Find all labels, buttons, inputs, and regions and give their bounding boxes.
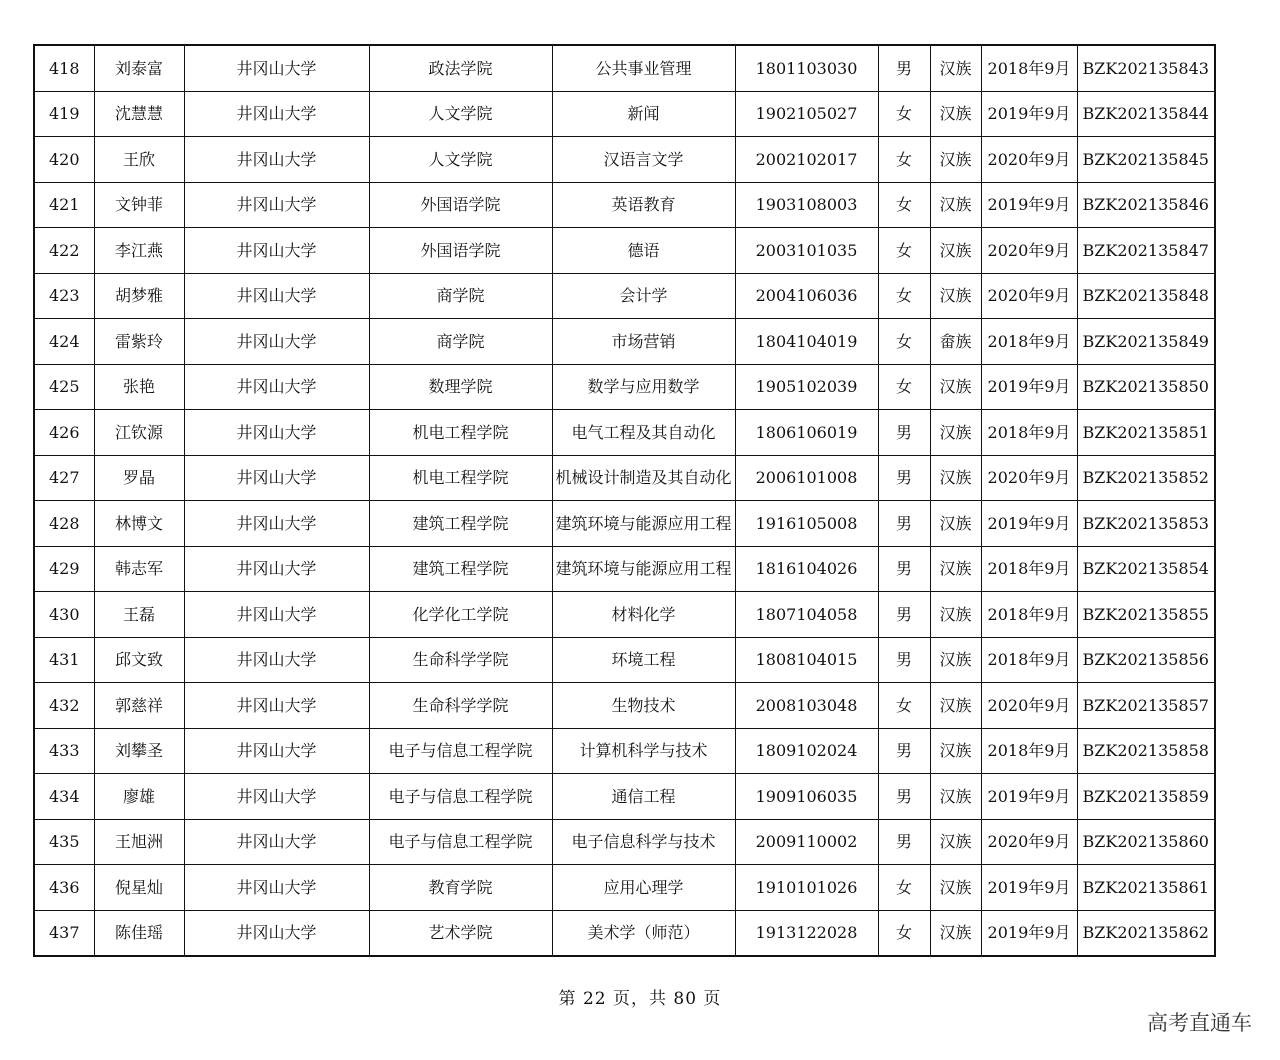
enrollment-date-cell: 2019年9月 <box>981 501 1077 547</box>
gender-cell: 女 <box>878 364 930 410</box>
ethnicity-cell: 汉族 <box>930 137 981 183</box>
student-name-cell: 张艳 <box>94 364 184 410</box>
ethnicity-cell: 汉族 <box>930 637 981 683</box>
gender-cell: 男 <box>878 45 930 91</box>
ethnicity-cell: 汉族 <box>930 501 981 547</box>
ethnicity-cell: 汉族 <box>930 592 981 638</box>
ethnicity-cell: 汉族 <box>930 455 981 501</box>
college-cell: 化学化工学院 <box>369 592 552 638</box>
major-cell: 生物技术 <box>552 683 735 729</box>
enrollment-date-cell: 2018年9月 <box>981 637 1077 683</box>
university-cell: 井冈山大学 <box>184 137 369 183</box>
table-row <box>34 683 1215 729</box>
ethnicity-cell: 汉族 <box>930 865 981 911</box>
college-cell: 电子与信息工程学院 <box>369 819 552 865</box>
university-cell: 井冈山大学 <box>184 546 369 592</box>
major-cell: 环境工程 <box>552 637 735 683</box>
major-cell: 市场营销 <box>552 319 735 365</box>
university-cell: 井冈山大学 <box>184 182 369 228</box>
major-cell: 会计学 <box>552 273 735 319</box>
college-cell: 生命科学学院 <box>369 683 552 729</box>
university-cell: 井冈山大学 <box>184 865 369 911</box>
gender-cell: 女 <box>878 319 930 365</box>
certificate-number-cell: BZK202135858 <box>1077 728 1215 774</box>
student-name-cell: 郭慈祥 <box>94 683 184 729</box>
student-name-cell: 李江燕 <box>94 228 184 274</box>
college-cell: 商学院 <box>369 273 552 319</box>
ethnicity-cell: 汉族 <box>930 546 981 592</box>
row-number-cell: 424 <box>34 319 94 365</box>
major-cell: 计算机科学与技术 <box>552 728 735 774</box>
student-name-cell: 雷紫玲 <box>94 319 184 365</box>
ethnicity-cell: 汉族 <box>930 728 981 774</box>
table-row <box>34 137 1215 183</box>
table-row <box>34 910 1215 956</box>
university-cell: 井冈山大学 <box>184 637 369 683</box>
university-cell: 井冈山大学 <box>184 774 369 820</box>
student-id-cell: 1807104058 <box>735 592 878 638</box>
row-number-cell: 422 <box>34 228 94 274</box>
university-cell: 井冈山大学 <box>184 228 369 274</box>
gender-cell: 男 <box>878 592 930 638</box>
enrollment-date-cell: 2018年9月 <box>981 592 1077 638</box>
college-cell: 人文学院 <box>369 137 552 183</box>
college-cell: 外国语学院 <box>369 228 552 274</box>
student-id-cell: 2003101035 <box>735 228 878 274</box>
student-name-cell: 韩志军 <box>94 546 184 592</box>
gender-cell: 女 <box>878 228 930 274</box>
student-id-cell: 1910101026 <box>735 865 878 911</box>
certificate-number-cell: BZK202135854 <box>1077 546 1215 592</box>
row-number-cell: 421 <box>34 182 94 228</box>
college-cell: 机电工程学院 <box>369 410 552 456</box>
student-name-cell: 王欣 <box>94 137 184 183</box>
row-number-cell: 435 <box>34 819 94 865</box>
college-cell: 建筑工程学院 <box>369 501 552 547</box>
college-cell: 建筑工程学院 <box>369 546 552 592</box>
university-cell: 井冈山大学 <box>184 91 369 137</box>
ethnicity-cell: 汉族 <box>930 228 981 274</box>
enrollment-date-cell: 2018年9月 <box>981 728 1077 774</box>
university-cell: 井冈山大学 <box>184 592 369 638</box>
certificate-number-cell: BZK202135861 <box>1077 865 1215 911</box>
gender-cell: 女 <box>878 182 930 228</box>
row-number-cell: 427 <box>34 455 94 501</box>
student-id-cell: 1801103030 <box>735 45 878 91</box>
ethnicity-cell: 汉族 <box>930 182 981 228</box>
gender-cell: 女 <box>878 137 930 183</box>
ethnicity-cell: 汉族 <box>930 364 981 410</box>
college-cell: 商学院 <box>369 319 552 365</box>
major-cell: 应用心理学 <box>552 865 735 911</box>
student-name-cell: 廖雄 <box>94 774 184 820</box>
ethnicity-cell: 汉族 <box>930 819 981 865</box>
student-id-cell: 1808104015 <box>735 637 878 683</box>
student-id-cell: 1905102039 <box>735 364 878 410</box>
college-cell: 政法学院 <box>369 45 552 91</box>
major-cell: 新闻 <box>552 91 735 137</box>
ethnicity-cell: 汉族 <box>930 774 981 820</box>
row-number-cell: 432 <box>34 683 94 729</box>
student-id-cell: 1806106019 <box>735 410 878 456</box>
gender-cell: 男 <box>878 728 930 774</box>
enrollment-date-cell: 2018年9月 <box>981 410 1077 456</box>
table-row <box>34 774 1215 820</box>
student-name-cell: 刘攀圣 <box>94 728 184 774</box>
university-cell: 井冈山大学 <box>184 45 369 91</box>
row-number-cell: 429 <box>34 546 94 592</box>
certificate-number-cell: BZK202135850 <box>1077 364 1215 410</box>
gender-cell: 男 <box>878 774 930 820</box>
college-cell: 机电工程学院 <box>369 455 552 501</box>
gender-cell: 男 <box>878 455 930 501</box>
table-row <box>34 819 1215 865</box>
row-number-cell: 420 <box>34 137 94 183</box>
college-cell: 生命科学学院 <box>369 637 552 683</box>
student-name-cell: 王旭洲 <box>94 819 184 865</box>
student-name-cell: 罗晶 <box>94 455 184 501</box>
student-name-cell: 刘泰富 <box>94 45 184 91</box>
enrollment-date-cell: 2019年9月 <box>981 182 1077 228</box>
gender-cell: 男 <box>878 819 930 865</box>
certificate-number-cell: BZK202135860 <box>1077 819 1215 865</box>
college-cell: 教育学院 <box>369 865 552 911</box>
student-id-cell: 2002102017 <box>735 137 878 183</box>
certificate-number-cell: BZK202135859 <box>1077 774 1215 820</box>
gender-cell: 男 <box>878 546 930 592</box>
student-id-cell: 1809102024 <box>735 728 878 774</box>
row-number-cell: 437 <box>34 910 94 956</box>
row-number-cell: 428 <box>34 501 94 547</box>
major-cell: 德语 <box>552 228 735 274</box>
student-id-cell: 2009110002 <box>735 819 878 865</box>
student-name-cell: 邱文致 <box>94 637 184 683</box>
row-number-cell: 430 <box>34 592 94 638</box>
student-name-cell: 胡梦雅 <box>94 273 184 319</box>
student-name-cell: 倪星灿 <box>94 865 184 911</box>
gender-cell: 男 <box>878 410 930 456</box>
university-cell: 井冈山大学 <box>184 410 369 456</box>
student-id-cell: 2004106036 <box>735 273 878 319</box>
ethnicity-cell: 汉族 <box>930 45 981 91</box>
student-id-cell: 1916105008 <box>735 501 878 547</box>
row-number-cell: 426 <box>34 410 94 456</box>
table-row <box>34 410 1215 456</box>
watermark-logo: 高考直通车 <box>1147 1011 1252 1035</box>
gender-cell: 男 <box>878 501 930 547</box>
university-cell: 井冈山大学 <box>184 819 369 865</box>
certificate-number-cell: BZK202135846 <box>1077 182 1215 228</box>
major-cell: 材料化学 <box>552 592 735 638</box>
table-row <box>34 273 1215 319</box>
enrollment-date-cell: 2020年9月 <box>981 455 1077 501</box>
college-cell: 电子与信息工程学院 <box>369 774 552 820</box>
enrollment-date-cell: 2018年9月 <box>981 45 1077 91</box>
row-number-cell: 418 <box>34 45 94 91</box>
enrollment-date-cell: 2020年9月 <box>981 819 1077 865</box>
gender-cell: 女 <box>878 273 930 319</box>
student-id-cell: 1902105027 <box>735 91 878 137</box>
student-id-cell: 1816104026 <box>735 546 878 592</box>
university-cell: 井冈山大学 <box>184 501 369 547</box>
certificate-number-cell: BZK202135857 <box>1077 683 1215 729</box>
certificate-number-cell: BZK202135853 <box>1077 501 1215 547</box>
ethnicity-cell: 汉族 <box>930 91 981 137</box>
ethnicity-cell: 汉族 <box>930 683 981 729</box>
student-id-cell: 1804104019 <box>735 319 878 365</box>
roster-body <box>34 45 1215 956</box>
student-name-cell: 王磊 <box>94 592 184 638</box>
certificate-number-cell: BZK202135849 <box>1077 319 1215 365</box>
student-id-cell: 1913122028 <box>735 910 878 956</box>
row-number-cell: 419 <box>34 91 94 137</box>
table-row <box>34 228 1215 274</box>
major-cell: 机械设计制造及其自动化 <box>552 455 735 501</box>
row-number-cell: 436 <box>34 865 94 911</box>
ethnicity-cell: 汉族 <box>930 410 981 456</box>
major-cell: 建筑环境与能源应用工程 <box>552 501 735 547</box>
enrollment-date-cell: 2018年9月 <box>981 319 1077 365</box>
college-cell: 艺术学院 <box>369 910 552 956</box>
enrollment-date-cell: 2019年9月 <box>981 910 1077 956</box>
certificate-number-cell: BZK202135851 <box>1077 410 1215 456</box>
university-cell: 井冈山大学 <box>184 319 369 365</box>
enrollment-date-cell: 2020年9月 <box>981 137 1077 183</box>
certificate-number-cell: BZK202135855 <box>1077 592 1215 638</box>
table-row <box>34 501 1215 547</box>
college-cell: 电子与信息工程学院 <box>369 728 552 774</box>
table-row <box>34 455 1215 501</box>
row-number-cell: 434 <box>34 774 94 820</box>
ethnicity-cell: 畲族 <box>930 319 981 365</box>
ethnicity-cell: 汉族 <box>930 910 981 956</box>
enrollment-date-cell: 2020年9月 <box>981 228 1077 274</box>
table-row <box>34 45 1215 91</box>
enrollment-date-cell: 2019年9月 <box>981 774 1077 820</box>
table-row <box>34 182 1215 228</box>
major-cell: 美术学（师范） <box>552 910 735 956</box>
university-cell: 井冈山大学 <box>184 273 369 319</box>
student-roster-table <box>33 44 1216 957</box>
ethnicity-cell: 汉族 <box>930 273 981 319</box>
row-number-cell: 425 <box>34 364 94 410</box>
table-row <box>34 637 1215 683</box>
major-cell: 通信工程 <box>552 774 735 820</box>
student-name-cell: 文钟菲 <box>94 182 184 228</box>
college-cell: 数理学院 <box>369 364 552 410</box>
enrollment-date-cell: 2018年9月 <box>981 546 1077 592</box>
gender-cell: 女 <box>878 683 930 729</box>
certificate-number-cell: BZK202135852 <box>1077 455 1215 501</box>
university-cell: 井冈山大学 <box>184 728 369 774</box>
student-id-cell: 1903108003 <box>735 182 878 228</box>
gender-cell: 女 <box>878 91 930 137</box>
table-row <box>34 364 1215 410</box>
page-footer: 第 22 页，共 80 页 <box>558 989 722 1009</box>
row-number-cell: 423 <box>34 273 94 319</box>
enrollment-date-cell: 2019年9月 <box>981 91 1077 137</box>
student-id-cell: 1909106035 <box>735 774 878 820</box>
student-id-cell: 2006101008 <box>735 455 878 501</box>
university-cell: 井冈山大学 <box>184 455 369 501</box>
certificate-number-cell: BZK202135847 <box>1077 228 1215 274</box>
major-cell: 电气工程及其自动化 <box>552 410 735 456</box>
student-name-cell: 江钦源 <box>94 410 184 456</box>
university-cell: 井冈山大学 <box>184 364 369 410</box>
row-number-cell: 431 <box>34 637 94 683</box>
major-cell: 建筑环境与能源应用工程 <box>552 546 735 592</box>
enrollment-date-cell: 2019年9月 <box>981 865 1077 911</box>
student-id-cell: 2008103048 <box>735 683 878 729</box>
college-cell: 人文学院 <box>369 91 552 137</box>
enrollment-date-cell: 2020年9月 <box>981 273 1077 319</box>
university-cell: 井冈山大学 <box>184 910 369 956</box>
certificate-number-cell: BZK202135844 <box>1077 91 1215 137</box>
row-number-cell: 433 <box>34 728 94 774</box>
table-row <box>34 728 1215 774</box>
certificate-number-cell: BZK202135856 <box>1077 637 1215 683</box>
student-name-cell: 林博文 <box>94 501 184 547</box>
table-row <box>34 91 1215 137</box>
major-cell: 数学与应用数学 <box>552 364 735 410</box>
enrollment-date-cell: 2019年9月 <box>981 364 1077 410</box>
certificate-number-cell: BZK202135843 <box>1077 45 1215 91</box>
college-cell: 外国语学院 <box>369 182 552 228</box>
gender-cell: 女 <box>878 865 930 911</box>
table-row <box>34 546 1215 592</box>
certificate-number-cell: BZK202135848 <box>1077 273 1215 319</box>
major-cell: 电子信息科学与技术 <box>552 819 735 865</box>
university-cell: 井冈山大学 <box>184 683 369 729</box>
certificate-number-cell: BZK202135862 <box>1077 910 1215 956</box>
table-row <box>34 865 1215 911</box>
gender-cell: 女 <box>878 910 930 956</box>
table-row <box>34 592 1215 638</box>
major-cell: 公共事业管理 <box>552 45 735 91</box>
enrollment-date-cell: 2020年9月 <box>981 683 1077 729</box>
major-cell: 汉语言文学 <box>552 137 735 183</box>
student-name-cell: 陈佳瑶 <box>94 910 184 956</box>
gender-cell: 男 <box>878 637 930 683</box>
table-row <box>34 319 1215 365</box>
certificate-number-cell: BZK202135845 <box>1077 137 1215 183</box>
major-cell: 英语教育 <box>552 182 735 228</box>
student-name-cell: 沈慧慧 <box>94 91 184 137</box>
